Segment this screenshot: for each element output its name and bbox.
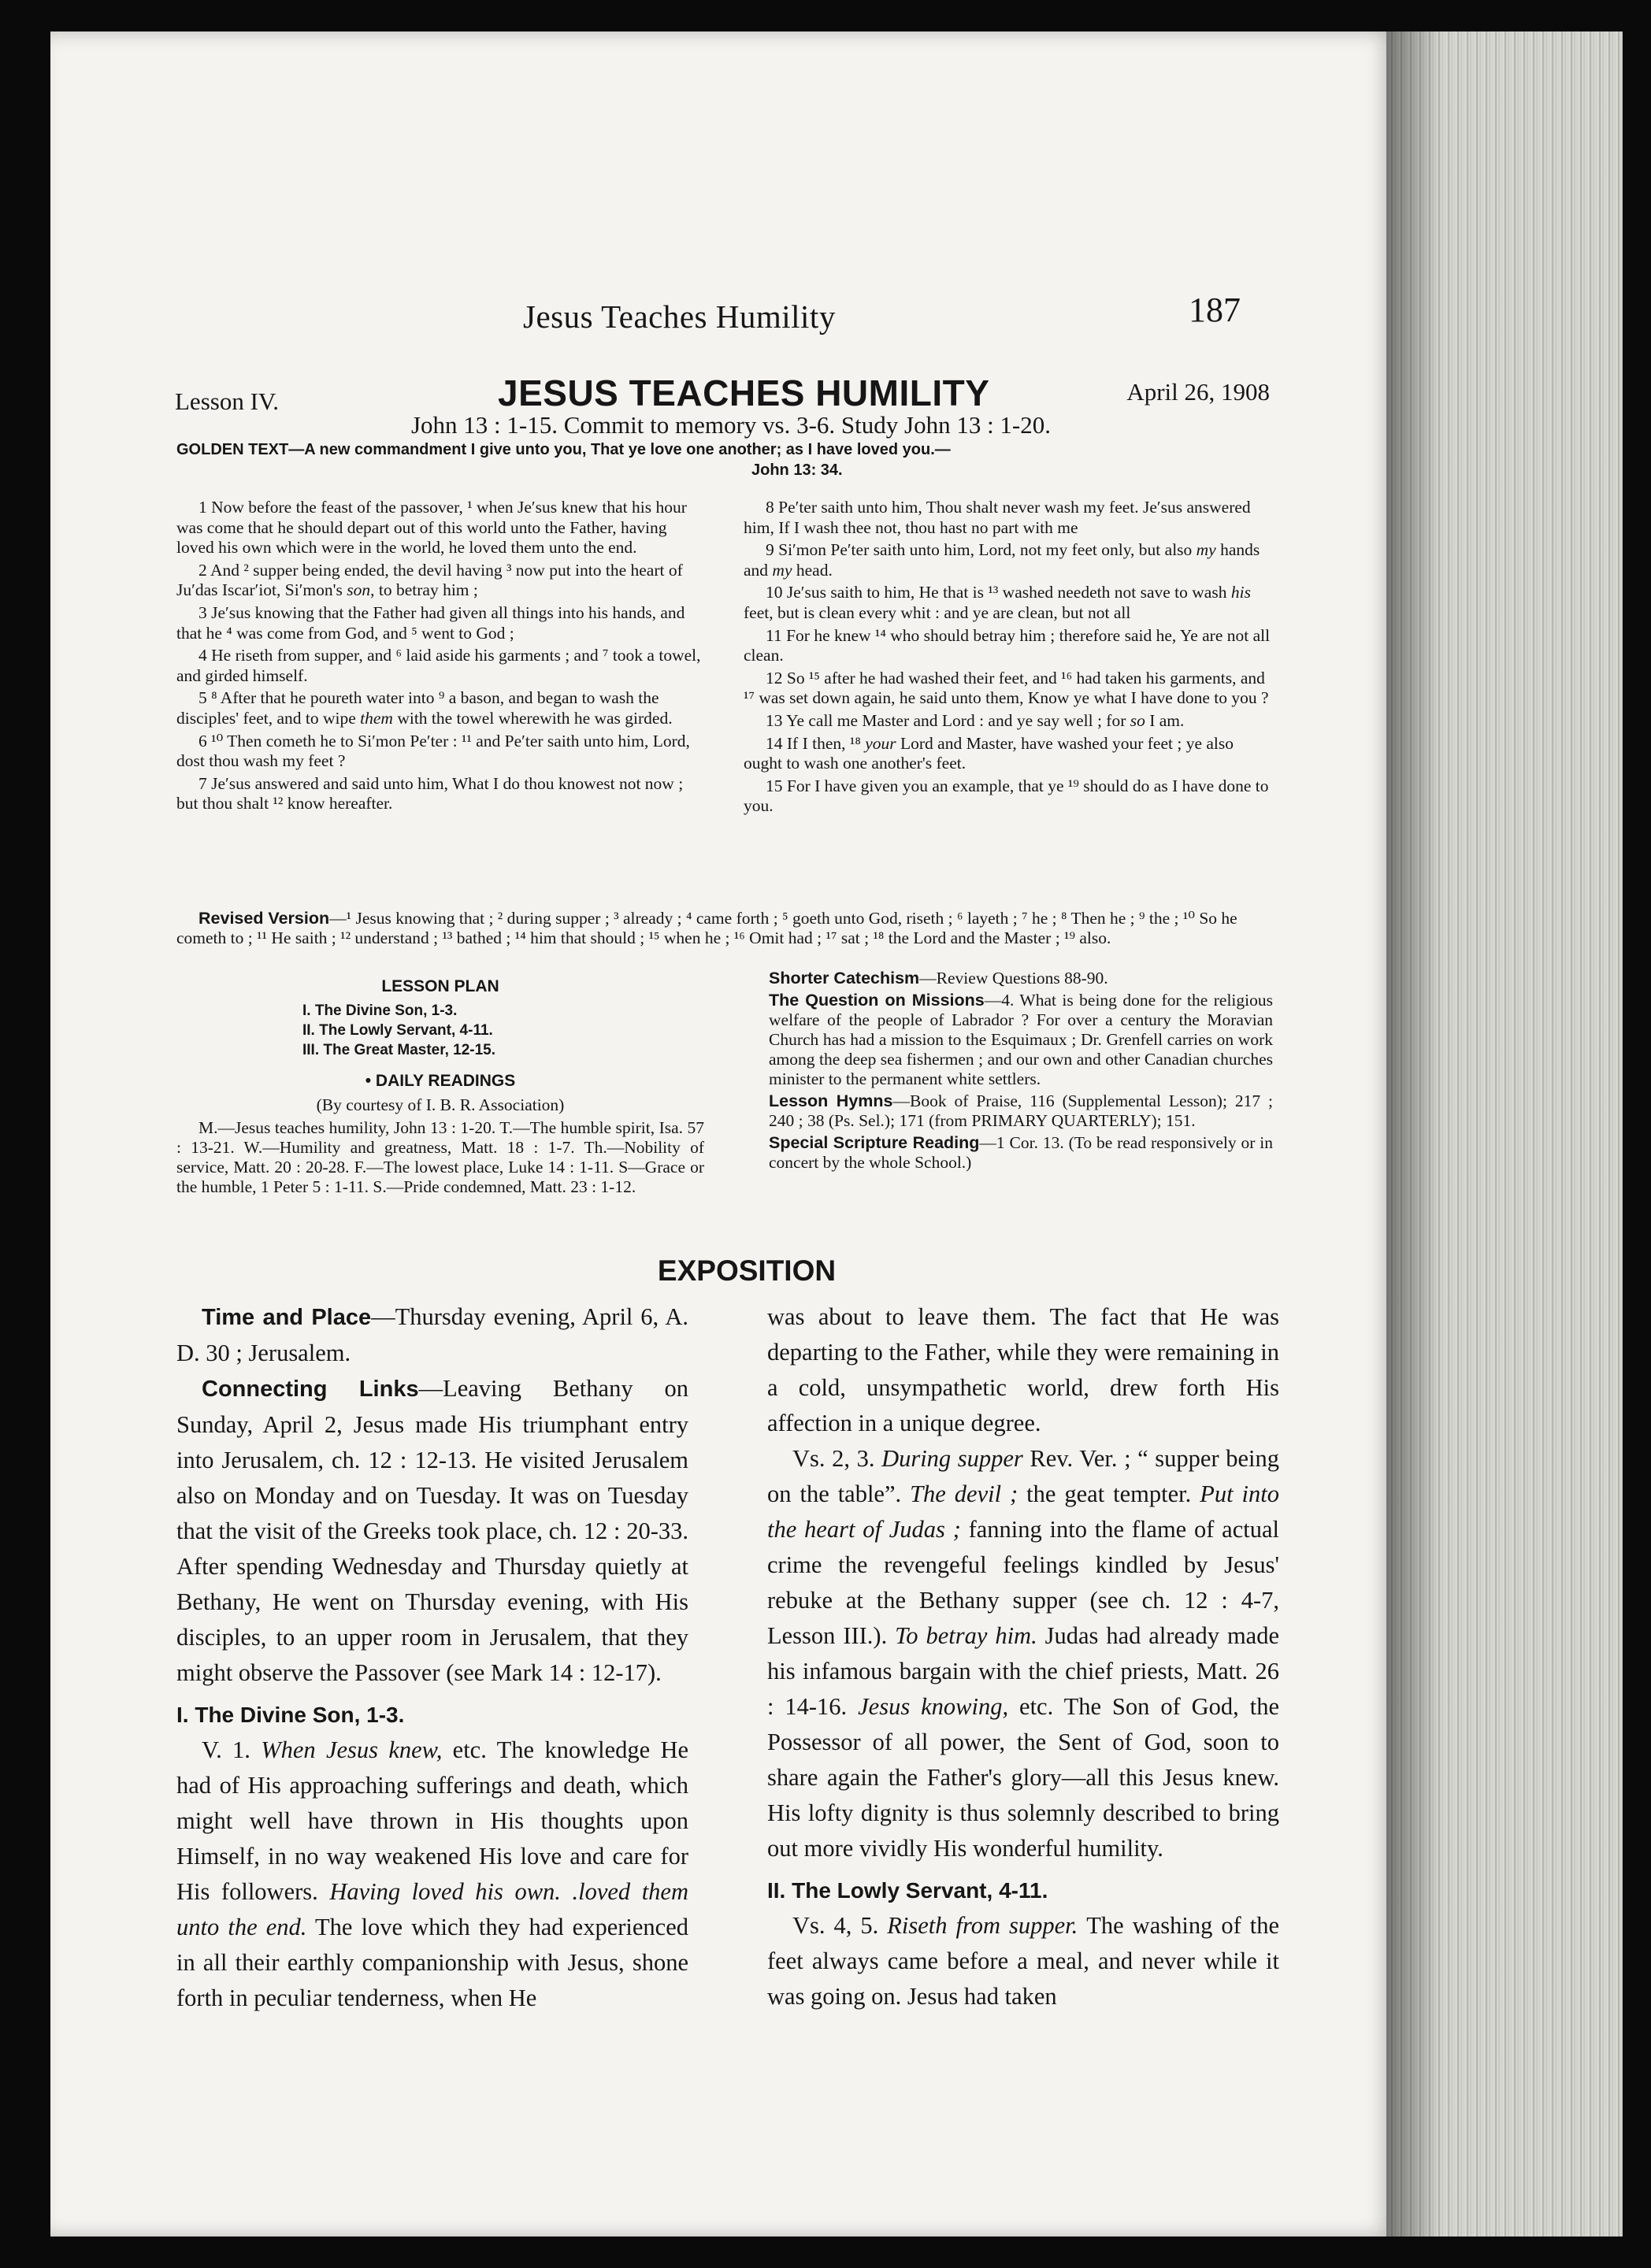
comment-text: Rev. Ver. ; “ supper being on the table”. (767, 1445, 1279, 1507)
verse: 14 If I then, ¹⁸ your Lord and Master, have washed your feet ; ye also ought to wash one another's feet. (744, 733, 1234, 773)
exposition-left-column (176, 1299, 688, 2016)
daily-readings-courtesy: (By courtesy of I. B. R. Association) (316, 1095, 565, 1114)
verse-ref: Vs. 2, 3. (792, 1445, 882, 1472)
info-label: Lesson Hymns (769, 1091, 893, 1110)
time-place-text: —Thursday evening, April 6, A. D. 30 ; Jerusalem. (176, 1303, 688, 1366)
exposition-right-column (767, 1299, 1279, 2014)
comment-text: etc. The Son of God, the Possessor of all power, the Sent of God, soon to share again the Father's glory—all this Jesus knew. His lofty dignity is thus solemnly described to bring out more vividly His wonderful humility. (767, 1693, 1279, 1862)
verse: 7 Je′sus answered and said unto him, What I do thou knowest not now ; but thou shalt ¹² know hereafter. (176, 773, 684, 813)
daily-readings-heading: • DAILY READINGS (365, 1072, 516, 1090)
lesson-date: April 26, 1908 (1126, 378, 1270, 406)
verse: 11 For he knew ¹⁴ who should betray him ; therefore said he, Ye are not all clean. (744, 625, 1271, 665)
quoted-phrase: The devil ; (910, 1480, 1027, 1507)
verses-right-column (744, 498, 1271, 819)
exposition-heading: EXPOSITION (657, 1254, 837, 1287)
catechism-missions-hymns (769, 969, 1273, 1175)
section-heading: I. The Divine Son, 1-3. (176, 1703, 405, 1727)
verse: 12 So ¹⁵ after he had washed their feet, and ¹⁶ had taken his garments, and ¹⁷ was set down again, he said unto them, Know ye what I have done to you ? (744, 668, 1269, 708)
time-place-paragraph (176, 1299, 688, 1371)
quoted-phrase: Riseth from supper. (887, 1912, 1087, 1939)
lesson-plan-block (176, 976, 704, 1197)
verse: 6 ¹⁰ Then cometh he to Si′mon Pe′ter : ¹¹ and Pe′ter saith unto him, Lord, dost thou wash my feet ? (176, 731, 690, 771)
verse: 2 And ² supper being ended, the devil having ³ now put into the heart of Ju′das Iscar′iot, Si′mon's son, to betray him ; (176, 560, 683, 600)
comment-text: The washing of the feet always came before a meal, and never while it was going on. Jesus had taken (767, 1912, 1279, 2010)
quoted-phrase: Jesus knowing, (858, 1693, 1020, 1720)
verse-2-3-comment (767, 1441, 1279, 1866)
book-fore-edge (1386, 32, 1623, 2236)
verse: 10 Je′sus saith to him, He that is ¹³ washed needeth not save to wash his feet, but is clean every whit : and ye are clean, but not all (744, 583, 1251, 622)
quoted-phrase: To betray him. (895, 1622, 1045, 1649)
info-label: Special Scripture Reading (769, 1133, 980, 1152)
verse: 8 Pe′ter saith unto him, Thou shalt never wash my feet. Je′sus answered him, If I wash thee not, thou hast no part with me (744, 498, 1251, 537)
golden-text (176, 439, 1271, 480)
verse: 15 For I have given you an example, that ye ¹⁹ should do as I have done to you. (744, 776, 1269, 816)
info-paragraph (769, 991, 1273, 1089)
quoted-phrase: Having loved his own. .loved them unto the end. (176, 1878, 688, 1940)
info-text: —1 Cor. 13. (To be read responsively or in concert by the whole School.) (769, 1133, 1273, 1172)
time-place-label: Time and Place (202, 1305, 372, 1330)
verse-ref: V. 1. (202, 1736, 250, 1763)
verses-left-column (176, 498, 704, 817)
connecting-links-text: —Leaving Bethany on Sunday, April 2, Jesus made His triumphant entry into Jerusalem, ch. 12 : 12-13. He visited Jerusalem also on Monday and on Tuesday. It was on Tuesday that the visit of the Greeks took place, ch. 12 : 20-33. After spending Wednesday and Thursday quietly at Bethany, He went on Thursday evening, with His disciples, to an upper room in Jerusalem, that they might observe the Passover (see Mark 14 : 12-17). (176, 1375, 688, 1686)
verse-4-5-comment (767, 1908, 1279, 2014)
verse-1-comment (176, 1732, 688, 2016)
info-text: —Review Questions 88-90. (919, 969, 1108, 988)
page-number: 187 (1189, 291, 1241, 329)
connecting-links-paragraph (176, 1371, 688, 1691)
lesson-plan-item: I. The Divine Son, 1-3. (302, 1002, 458, 1019)
comment-text: etc. The knowledge He had of His approaching sufferings and death, which might well have thrown in His thoughts upon Himself, in no way weakened His love and care for His followers. (176, 1736, 689, 1905)
comment-text-continued: was about to leave them. The fact that He was departing to the Father, while they were remaining in a cold, unsympathetic world, drew forth His affection in a unique degree. (767, 1303, 1279, 1436)
lesson-label: Lesson IV. (175, 387, 280, 415)
connecting-links-label: Connecting Links (202, 1377, 419, 1402)
quoted-phrase: Put into the heart of Judas ; (767, 1480, 1280, 1543)
info-paragraph (769, 1091, 1273, 1131)
revised-version-notes (176, 909, 1271, 948)
lesson-title: JESUS TEACHES HUMILITY (498, 372, 990, 413)
lesson-plan-item: II. The Lowly Servant, 4-11. (302, 1022, 493, 1039)
verse: 9 Si′mon Pe′ter saith unto him, Lord, not my feet only, but also my hands and my head. (744, 540, 1260, 580)
verse: 13 Ye call me Master and Lord : and ye say well ; for so I am. (766, 710, 1185, 730)
info-label: Shorter Catechism (769, 969, 920, 988)
verse: 4 He riseth from supper, and ⁶ laid aside his garments ; and ⁷ took a towel, and girded himself. (176, 646, 701, 685)
info-text: —4. What is being done for the religious welfare of the people of Labrador ? For over a century the Moravian Church has had a mission to the Esquimaux ; Dr. Grenfell carries on work among the deep sea fishermen ; and our own and other Canadian churches minister to the permanent white settlers. (769, 991, 1273, 1088)
comment-text: the geat tempter. (1026, 1480, 1200, 1507)
lesson-plan-item: III. The Great Master, 12-15. (302, 1042, 495, 1058)
info-label: The Question on Missions (769, 991, 985, 1010)
verse: 1 Now before the feast of the passover, ¹ when Je′sus knew that his hour was come that he should depart out of this world unto the Father, having loved his own which were in the world, he loved them unto the end. (176, 498, 687, 558)
comment-text: Judas had already made his infamous bargain with the chief priests, Matt. 26 : 14-16. (767, 1622, 1279, 1720)
quoted-phrase: During supper (881, 1445, 1030, 1472)
verse-1-comment-continued (767, 1299, 1279, 1441)
revised-version-label: Revised Version (198, 909, 330, 928)
section-heading: II. The Lowly Servant, 4-11. (767, 1878, 1048, 1903)
lesson-plan-heading: LESSON PLAN (381, 977, 499, 995)
comment-text: fanning into the flame of actual crime the revengeful feelings kindled by Jesus' rebuke at the Bethany supper (see ch. 12 : 4-7, Lesson III.). (767, 1516, 1279, 1649)
verse: 5 ⁸ After that he poureth water into ⁹ a bason, and began to wash the disciples' feet, and to wipe them with the towel wherewith he was girded. (176, 688, 673, 728)
running-title: Jesus Teaches Humility (523, 298, 836, 335)
comment-text: The love which they had experienced in all their earthly companionship with Jesus, shone forth in peculiar tenderness, when He (176, 1914, 689, 2011)
info-text: —Book of Praise, 116 (Supplemental Lesson); 217 ; 240 ; 38 (Ps. Sel.); 171 (from PRIMARY QUARTERLY); 151. (769, 1091, 1274, 1130)
quoted-phrase: When Jesus knew, (261, 1736, 443, 1763)
book-page (50, 32, 1396, 2236)
daily-readings-text: M.—Jesus teaches humility, John 13 : 1-20. T.—The humble spirit, Isa. 57 : 13-21. W.—Humility and greatness, Matt. 18 : 1-7. Th.—Nobility of service, Matt. 20 : 20-28. F.—The lowest place, Luke 14 : 1-11. S—Grace or the humble, 1 Peter 5 : 1-11. S.—Pride condemned, Matt. 23 : 1-12. (176, 1118, 704, 1196)
info-paragraph (769, 969, 1273, 988)
golden-text-body: GOLDEN TEXT—A new commandment I give unto you, That ye love one another; as I have loved you.— (176, 441, 951, 458)
scripture-reference: John 13 : 1-15. Commit to memory vs. 3-6. Study John 13 : 1-20. (410, 411, 1052, 439)
golden-text-ref: John 13: 34. (751, 461, 843, 479)
verse-ref: Vs. 4, 5. (792, 1912, 888, 1939)
revised-version-text: —¹ Jesus knowing that ; ² during supper ; ³ already ; ⁴ came forth ; ⁵ goeth unto God, riseth ; ⁶ layeth ; ⁷ he ; ⁸ Then he ; ⁹ the ; ¹⁰ So he cometh to ; ¹¹ He saith ; ¹² understand ; ¹³ bathed ; ¹⁴ him that should ; ¹⁵ when he ; ¹⁶ Omit had ; ¹⁷ sat ; ¹⁸ the Lord and the Master ; ¹⁹ also. (176, 909, 1237, 947)
info-paragraph (769, 1133, 1273, 1173)
verse: 3 Je′sus knowing that the Father had given all things into his hands, and that he ⁴ was come from God, and ⁵ went to God ; (176, 602, 685, 643)
